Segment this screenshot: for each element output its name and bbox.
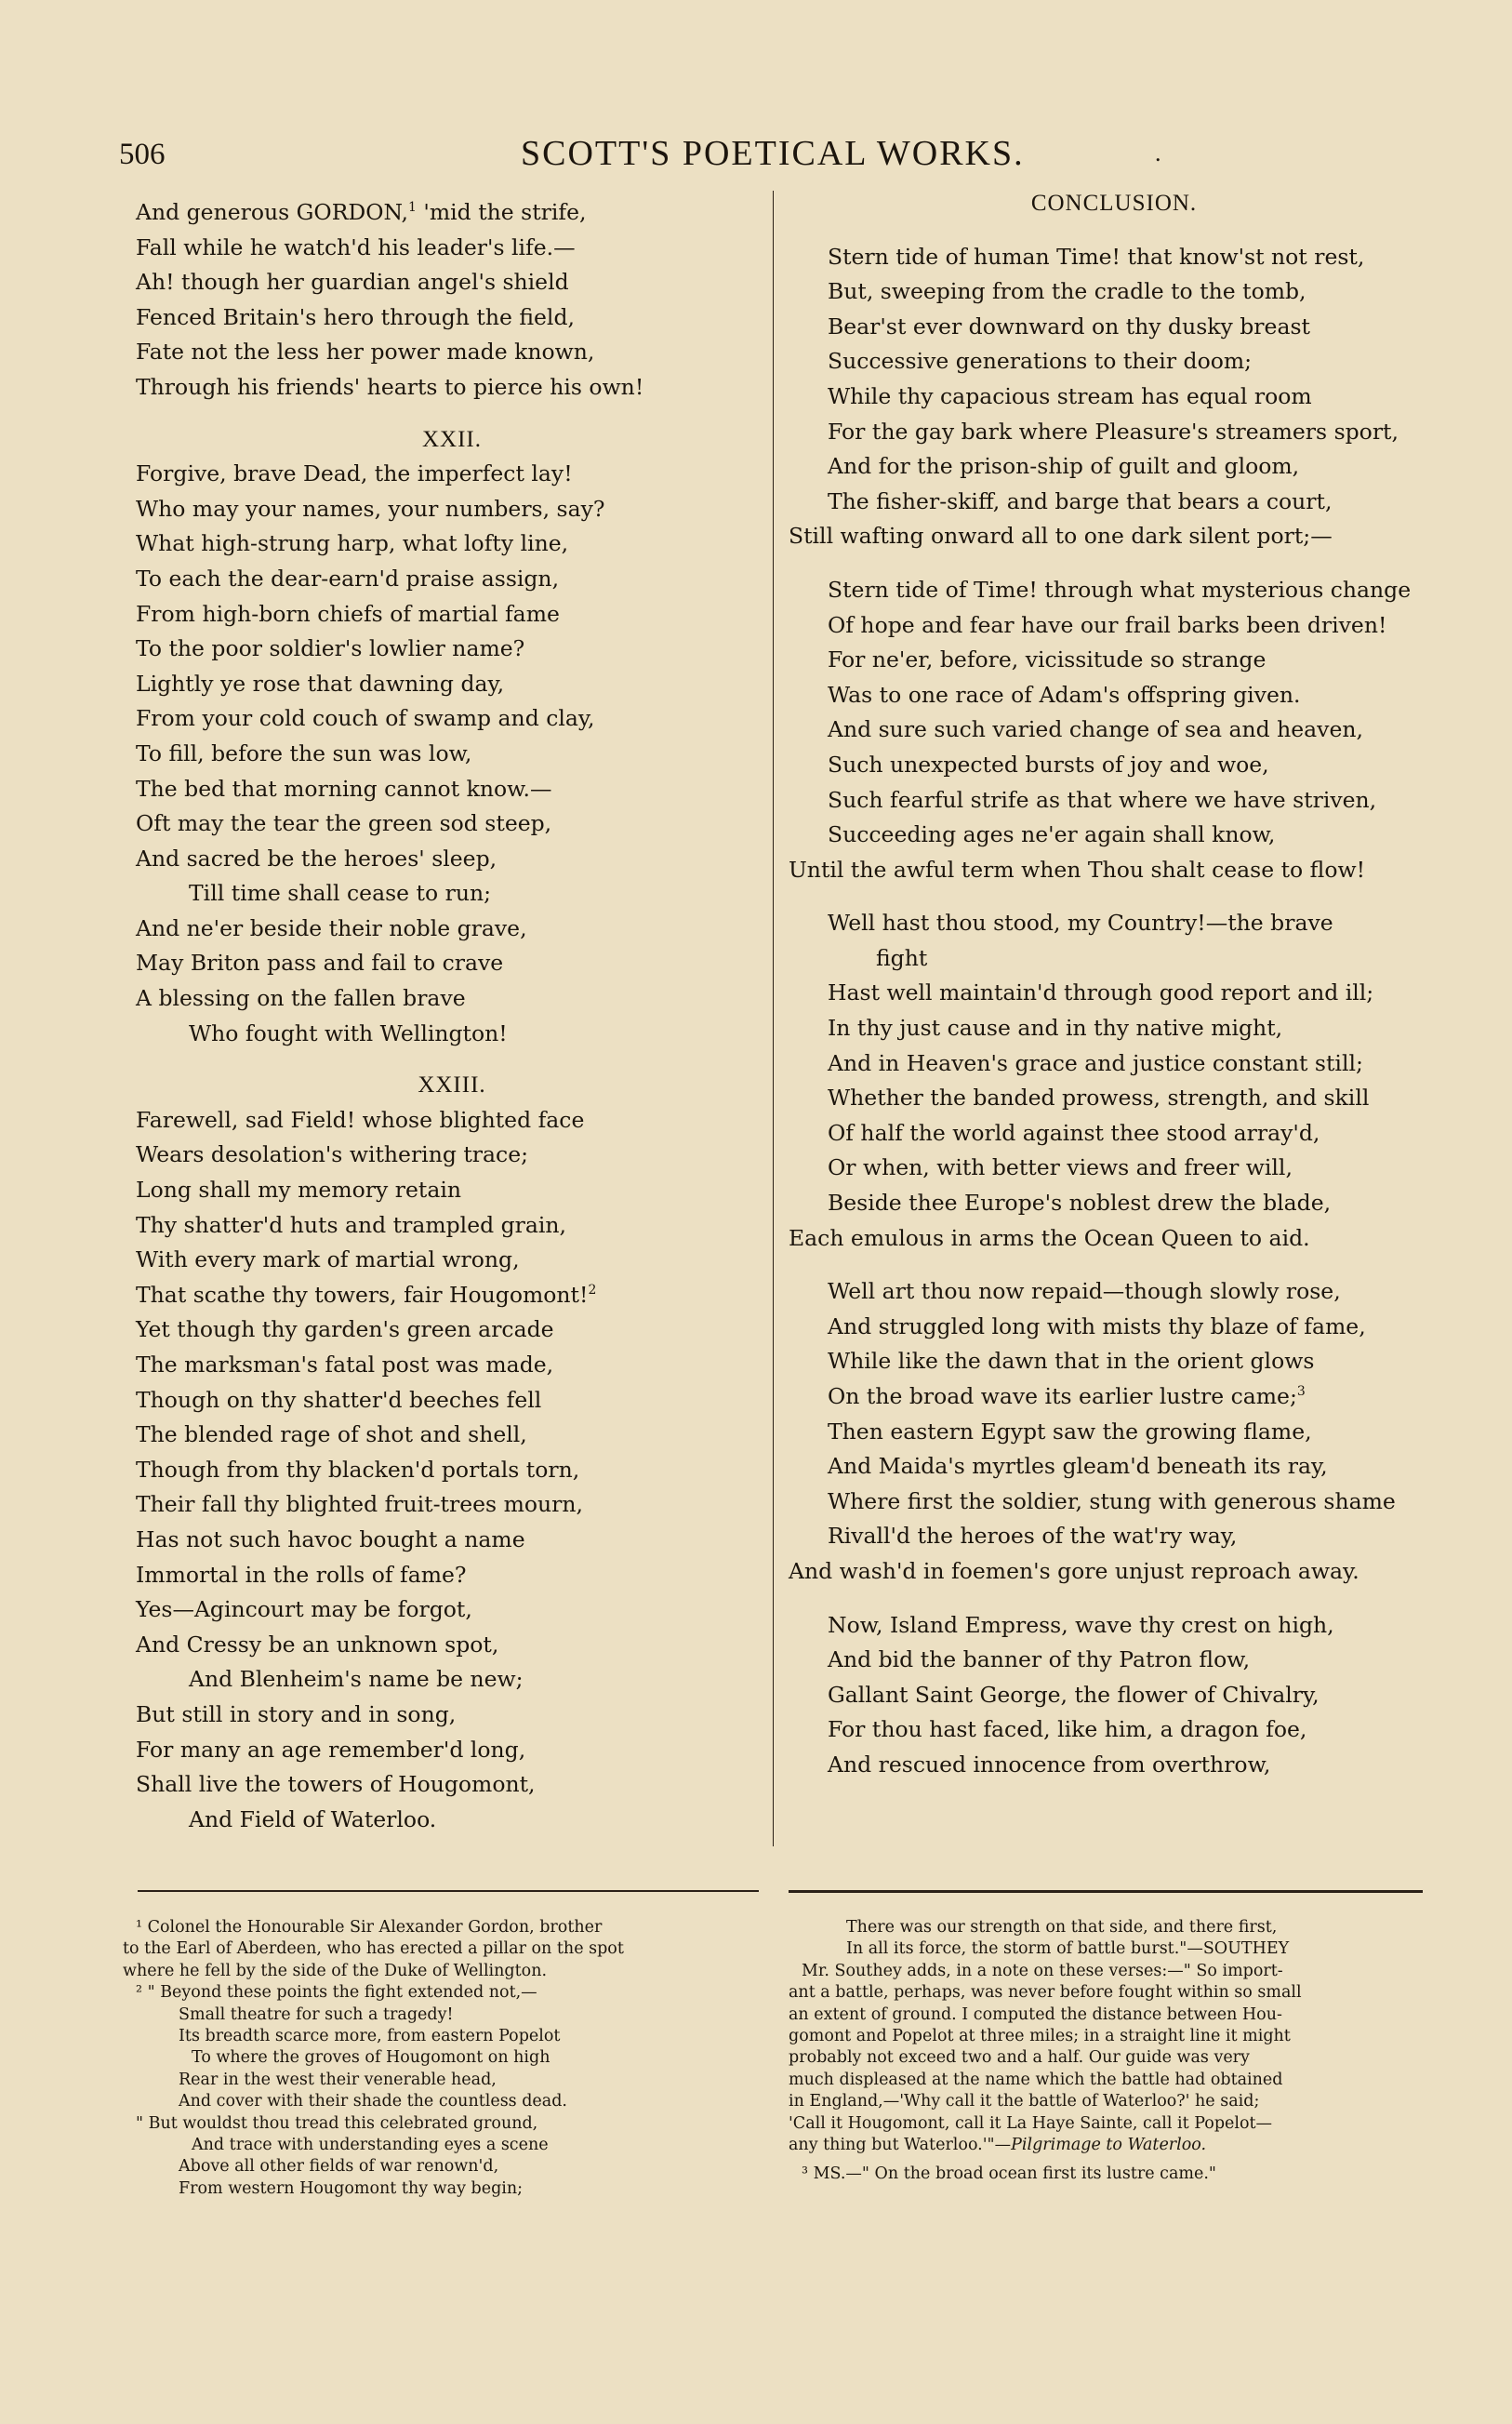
poem-line: With every mark of martial wrong,	[136, 1246, 520, 1273]
poem-line: And sure such varied change of sea and heaven,	[828, 716, 1363, 743]
poem-line: Yes—Agincourt may be forgot,	[136, 1596, 472, 1623]
poem-line: Farewell, sad Field! whose blighted face	[136, 1106, 585, 1133]
footnote-line: ¹ Colonel the Honourable Sir Alexander Gordon, brother	[136, 1918, 603, 1937]
poem-line: Yet though thy garden's green arcade	[136, 1316, 554, 1343]
footnote-line: Rear in the west their venerable head,	[179, 2070, 497, 2089]
footnote-line: any thing but Waterloo.'"—Pilgrimage to Waterloo.	[789, 2135, 1207, 2154]
poem-line: And in Heaven's grace and justice constant still;	[828, 1049, 1363, 1076]
footnote-ref: 2	[588, 1282, 597, 1298]
footnote-line: 'Call it Hougomont, call it La Haye Sainte, call it Popelot—	[789, 2113, 1273, 2133]
poem-line: And Cressy be an unknown spot,	[136, 1631, 499, 1658]
poem-line: Who may your names, your numbers, say?	[136, 495, 605, 522]
footnote-ref: 3	[1296, 1384, 1306, 1400]
poem-line: Shall live the towers of Hougomont,	[136, 1771, 536, 1798]
footnote-line: in England,—'Why call it the battle of Waterloo?' he said;	[789, 2092, 1260, 2111]
poem-line: Thy shatter'd huts and trampled grain,	[136, 1211, 567, 1238]
poem-line: And Field of Waterloo.	[189, 1805, 437, 1832]
poem-line: Successive generations to their doom;	[828, 348, 1253, 375]
poem-line: Until the awful term when Thou shalt cease to flow!	[789, 856, 1366, 883]
poem-line: Succeeding ages ne'er again shall know,	[828, 821, 1276, 848]
poem-line: Was to one race of Adam's offspring given.	[828, 681, 1301, 708]
footnote-line: Above all other fields of war renown'd,	[179, 2157, 499, 2177]
section-heading-xxiii: XXIII.	[418, 1072, 486, 1099]
poem-line: The fisher-skiff, and barge that bears a court,	[828, 487, 1333, 514]
poem-line: Rivall'd the heroes of the wat'ry way,	[828, 1523, 1238, 1550]
poem-line: Well hast thou stood, my Country!—the brave	[828, 910, 1333, 937]
poem-line: And ne'er beside their noble grave,	[136, 914, 527, 941]
left-column	[136, 195, 768, 1837]
poem-line: Though from thy blacken'd portals torn,	[136, 1456, 580, 1483]
poem-line: And bid the banner of thy Patron flow,	[828, 1646, 1251, 1673]
footnote-line: where he fell by the side of the Duke of Wellington.	[123, 1961, 548, 1980]
footnote-line: much displeased at the name which the battle had obtained	[789, 2070, 1283, 2089]
poem-line: And rescued innocence from overthrow,	[828, 1751, 1271, 1778]
poem-line: Long shall my memory retain	[136, 1177, 461, 1204]
section-heading-xxii: XXII.	[421, 426, 482, 452]
poem-line: Who fought with Wellington!	[189, 1019, 508, 1046]
footnote-line: In all its force, the storm of battle burst."—SOUTHEY	[846, 1939, 1290, 1959]
footnote-ref: 1	[408, 200, 417, 216]
poem-line: In thy just cause and in thy native might,	[828, 1015, 1283, 1042]
footnote-line: And cover with their shade the countless dead.	[179, 2092, 567, 2111]
poem-line: From your cold couch of swamp and clay,	[136, 705, 595, 732]
poem-line: But still in story and in song,	[136, 1700, 457, 1727]
poem-line: And Blenheim's name be new;	[189, 1666, 524, 1693]
footnote-line: And trace with understanding eyes a scene	[192, 2135, 549, 2154]
poem-line: Well art thou now repaid—though slowly rose,	[828, 1278, 1341, 1305]
poem-line: fight	[876, 944, 928, 971]
poem-line: On the broad wave its earlier lustre came;$^3$	[828, 1383, 1306, 1409]
poem-line: From high-born chiefs of martial fame	[136, 600, 560, 627]
footnote-line: ³ MS.—" On the broad ocean first its lustre came."	[802, 2164, 1216, 2184]
poem-line: Hast well maintain'd through good report and ill;	[828, 979, 1374, 1006]
poem-line: Of hope and fear have our frail barks been driven!	[828, 611, 1387, 638]
footnote-rule-left	[138, 1890, 759, 1892]
poem-line: Or when, with better views and freer will,	[828, 1154, 1293, 1181]
page-number: 506	[119, 138, 166, 171]
poem-line: Stern tide of Time! through what mysterious change	[828, 576, 1412, 603]
poem-line: Immortal in the rolls of fame?	[136, 1561, 467, 1588]
poem-line: Wears desolation's withering trace;	[136, 1141, 529, 1168]
poem-line: May Briton pass and fail to crave	[136, 950, 504, 977]
poem-line: The bed that morning cannot know.—	[136, 775, 552, 802]
poem-line: Then eastern Egypt saw the growing flame,	[828, 1418, 1312, 1445]
footnote-line: From western Hougomont thy way begin;	[179, 2178, 524, 2198]
poem-line: To the poor soldier's lowlier name?	[136, 635, 525, 662]
poem-line: Each emulous in arms the Ocean Queen to aid.	[789, 1224, 1310, 1251]
poem-line: Fall while he watch'd his leader's life.—	[136, 233, 576, 260]
footnote-line: ² " Beyond these points the fight extended not,—	[136, 1983, 537, 2003]
poem-line: Where first the soldier, stung with generous shame	[828, 1487, 1396, 1514]
poem-line: And for the prison-ship of guilt and gloom,	[828, 453, 1300, 480]
poem-line: Gallant Saint George, the flower of Chivalry,	[828, 1681, 1320, 1708]
poem-line: The blended rage of shot and shell,	[136, 1421, 527, 1448]
poem-line: Their fall thy blighted fruit-trees mourn,	[136, 1491, 583, 1518]
poem-line: Ah! though her guardian angel's shield	[136, 269, 569, 296]
poem-line: For many an age remember'd long,	[136, 1736, 526, 1763]
poem-line: To each the dear-earn'd praise assign,	[136, 565, 560, 592]
poem-line: Till time shall cease to run;	[189, 880, 492, 907]
poem-line: Such unexpected bursts of joy and woe,	[828, 751, 1269, 778]
poem-line: Such fearful strife as that where we have striven,	[828, 786, 1377, 813]
poem-line: A blessing on the fallen brave	[136, 985, 466, 1012]
footnote-line: probably not exceed two and a half. Our guide was very	[789, 2048, 1250, 2068]
poem-line: And struggled long with mists thy blaze of fame,	[828, 1312, 1366, 1339]
footnote-line: Small theatre for such a tragedy!	[179, 2004, 454, 2024]
citation-title: Pilgrimage to Waterloo.	[1011, 2135, 1207, 2154]
footnote-line: To where the groves of Hougomont on high	[192, 2048, 550, 2068]
poem-line: Lightly ye rose that dawning day,	[136, 670, 505, 697]
poem-line: But, sweeping from the cradle to the tomb,	[828, 278, 1306, 305]
poem-line: Still wafting onward all to one dark silent port;—	[789, 523, 1333, 550]
poem-line: What high-strung harp, what lofty line,	[136, 530, 569, 557]
footnote-line: Mr. Southey adds, in a note on these verses:—" So import-	[802, 1961, 1283, 1980]
poem-line: And wash'd in foemen's gore unjust reproach away.	[789, 1557, 1359, 1584]
poem-line: The marksman's fatal post was made,	[136, 1352, 554, 1378]
poem-line: Beside thee Europe's noblest drew the blade,	[828, 1190, 1332, 1217]
footnote-line: ant a battle, perhaps, was never before fought within so small	[789, 1983, 1302, 2003]
poem-line: Bear'st ever downward on thy dusky breast	[828, 313, 1310, 340]
running-title: SCOTT'S POETICAL WORKS.	[521, 134, 1025, 173]
poem-line: Though on thy shatter'd beeches fell	[136, 1386, 542, 1413]
conclusion-heading: CONCLUSION.	[1030, 191, 1198, 216]
poem-line: Fenced Britain's hero through the field,	[136, 303, 575, 330]
poem-line: For ne'er, before, vicissitude so strange	[828, 646, 1267, 673]
footnotes-left	[123, 1917, 763, 2200]
poem-line: And generous GORDON,$^1$ 'mid the strife,	[136, 199, 587, 225]
poem-line: And Maida's myrtles gleam'd beneath its ray,	[828, 1453, 1328, 1480]
footnote-line: There was our strength on that side, and there first,	[846, 1918, 1278, 1937]
poem-line: Fate not the less her power made known,	[136, 339, 595, 366]
poem-line: Has not such havoc bought a name	[136, 1525, 525, 1552]
poem-line: And sacred be the heroes' sleep,	[136, 845, 497, 872]
footnote-line: gomont and Popelot at three miles; in a straight line it might	[789, 2026, 1291, 2045]
footnote-rule-right	[789, 1890, 1423, 1893]
poem-line: For thou hast faced, like him, a dragon foe,	[828, 1716, 1307, 1743]
footnote-line: to the Earl of Aberdeen, who has erected a pillar on the spot	[123, 1939, 624, 1959]
footnote-line: an extent of ground. I computed the distance between Hou-	[789, 2004, 1282, 2024]
footnote-line: Its breadth scarce more, from eastern Popelot	[179, 2026, 561, 2045]
page-mark: .	[1155, 140, 1161, 166]
poem-line: Now, Island Empress, wave thy crest on high,	[828, 1611, 1334, 1638]
footnotes-right	[789, 1917, 1430, 2186]
poem-line: Forgive, brave Dead, the imperfect lay!	[136, 460, 573, 487]
footnote-line: " But wouldst thou tread this celebrated ground,	[136, 2113, 538, 2133]
poem-line: To fill, before the sun was low,	[136, 739, 472, 766]
poem-line: That scathe thy towers, fair Hougomont!$^2$	[136, 1281, 597, 1308]
poem-line: While like the dawn that in the orient glows	[828, 1348, 1315, 1375]
poem-line: Oft may the tear the green sod steep,	[136, 810, 552, 837]
poem-line: Through his friends' hearts to pierce his own!	[136, 373, 644, 400]
column-divider	[773, 191, 774, 1846]
poem-line: Stern tide of human Time! that know'st not rest,	[828, 243, 1365, 270]
poem-line: Of half the world against thee stood array'd,	[828, 1119, 1320, 1146]
poem-line: Whether the banded prowess, strength, and skill	[828, 1085, 1370, 1112]
poem-line: For the gay bark where Pleasure's streamers sport,	[828, 418, 1399, 445]
right-column	[789, 186, 1439, 1783]
poem-line: While thy capacious stream has equal room	[828, 382, 1312, 409]
